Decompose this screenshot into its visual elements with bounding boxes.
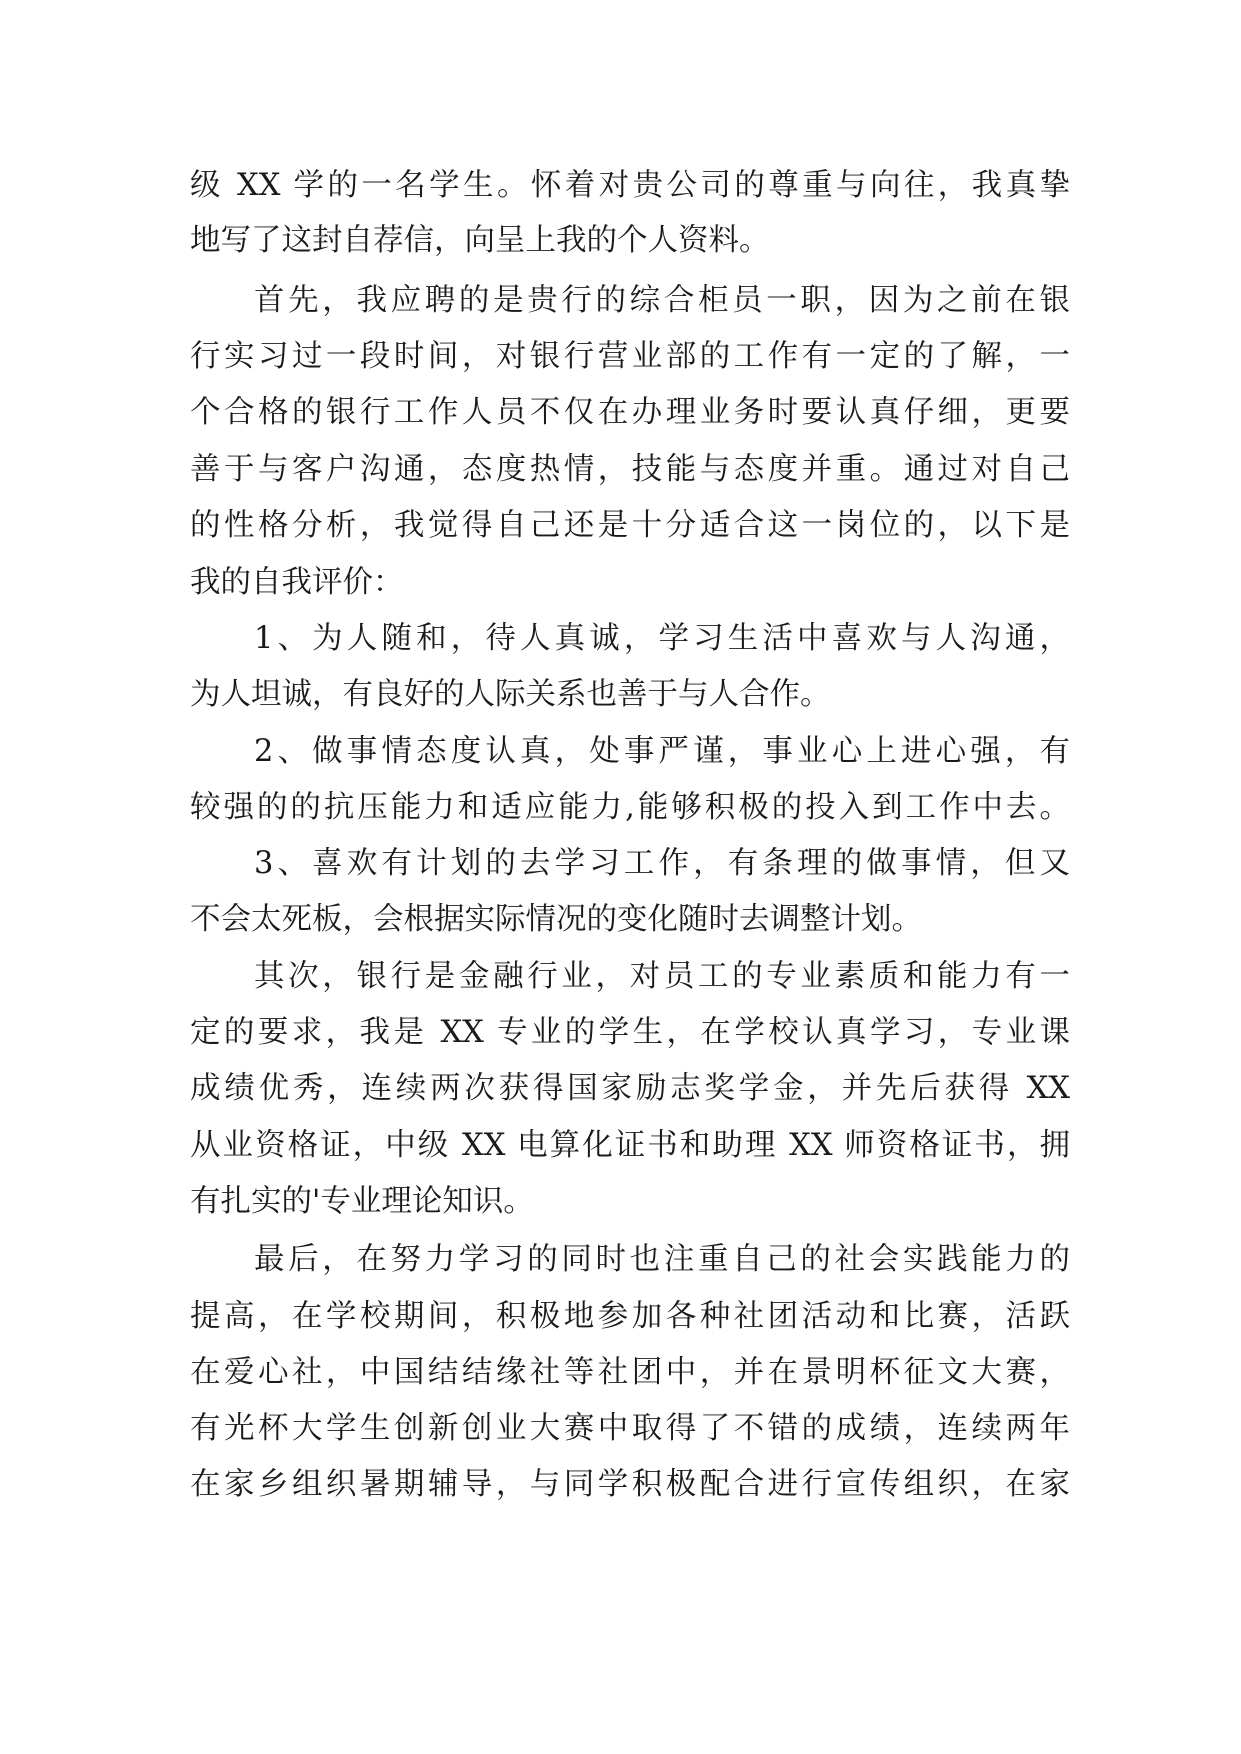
text-line: 提高，在学校期间，积极地参加各种社团活动和比赛，活跃 [190, 1299, 1070, 1334]
text-line: 首先，我应聘的是贵行的综合柜员一职，因为之前在银 [254, 283, 1070, 318]
text-line: 从业资格证，中级 XX 电算化证书和助理 XX 师资格证书，拥 [190, 1128, 1070, 1163]
text-line: 3、喜欢有计划的去学习工作，有条理的做事情，但又 [254, 846, 1070, 881]
text-line: 有扎实的'专业理论知识。 [190, 1184, 534, 1219]
text-line: 在家乡组织暑期辅导，与同学积极配合进行宣传组织，在家 [190, 1467, 1070, 1502]
text-line: 1、为人随和，待人真诚，学习生活中喜欢与人沟通， [254, 621, 1070, 656]
text-line: 较强的的抗压能力和适应能力,能够积极的投入到工作中去。 [190, 790, 1070, 825]
text-line: 成绩优秀，连续两次获得国家励志奖学金，并先后获得 XX [190, 1071, 1070, 1106]
text-line: 不会太死板，会根据实际情况的变化随时去调整计划。 [190, 902, 922, 937]
text-line: 善于与客户沟通，态度热情，技能与态度并重。通过对自己 [190, 452, 1070, 487]
text-line: 其次，银行是金融行业，对员工的专业素质和能力有一 [254, 959, 1070, 994]
text-line: 为人坦诚，有良好的人际关系也善于与人合作。 [190, 677, 831, 712]
text-line: 定的要求，我是 XX 专业的学生，在学校认真学习，专业课 [190, 1015, 1070, 1050]
text-line: 地写了这封自荐信，向呈上我的个人资料。 [190, 223, 770, 258]
text-line: 我的自我评价： [190, 565, 404, 600]
text-line: 在爱心社，中国结结缘社等社团中，并在景明杯征文大赛， [190, 1355, 1070, 1390]
text-line: 级 XX 学的一名学生。怀着对贵公司的尊重与向往，我真挚 [190, 168, 1070, 203]
text-line: 的性格分析，我觉得自己还是十分适合这一岗位的，以下是 [190, 508, 1070, 543]
text-line: 个合格的银行工作人员不仅在办理业务时要认真仔细，更要 [190, 395, 1070, 430]
text-line: 最后，在努力学习的同时也注重自己的社会实践能力的 [254, 1242, 1070, 1277]
text-line: 行实习过一段时间，对银行营业部的工作有一定的了解，一 [190, 339, 1070, 374]
text-line: 有光杯大学生创新创业大赛中取得了不错的成绩，连续两年 [190, 1411, 1070, 1446]
text-line: 2、做事情态度认真，处事严谨，事业心上进心强，有 [254, 734, 1070, 769]
